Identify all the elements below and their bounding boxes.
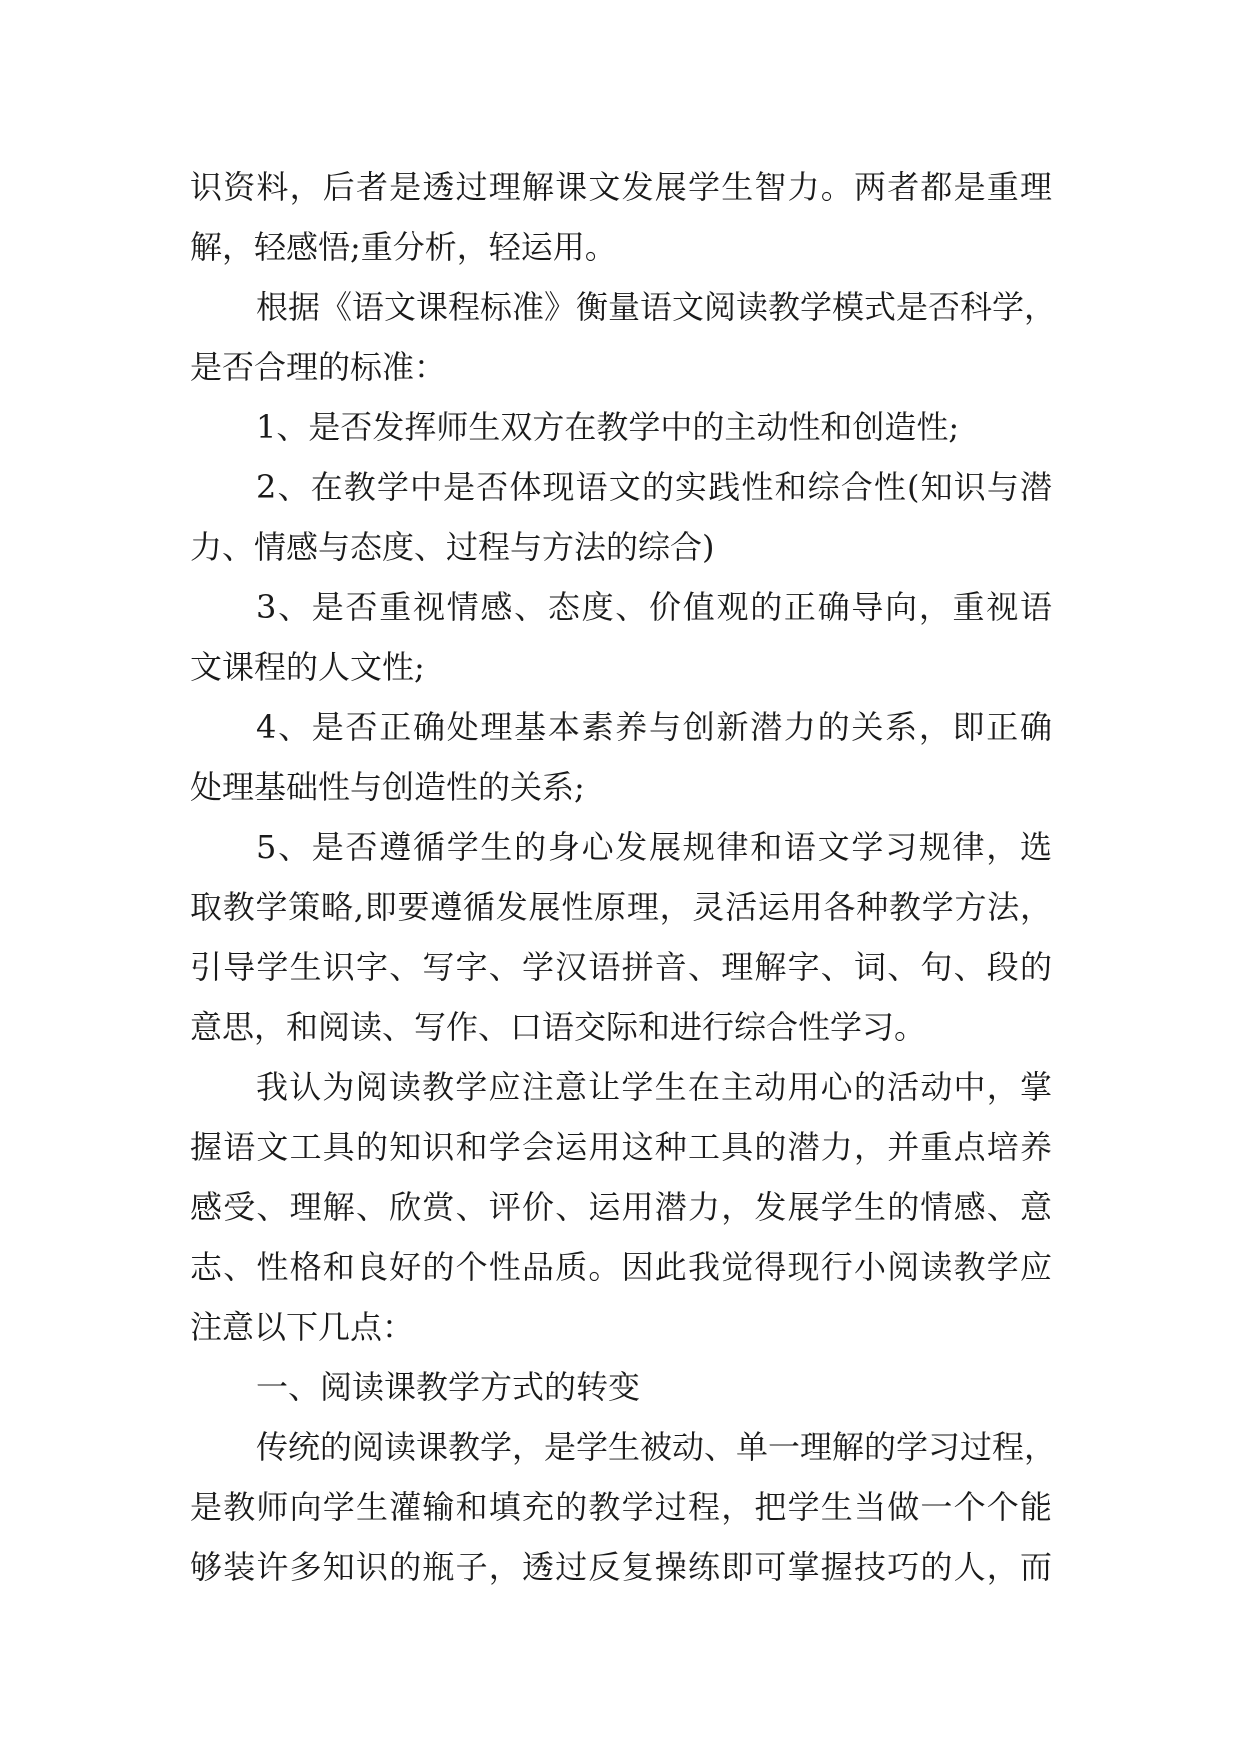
text-line: 感受、理解、欣赏、评价、运用潜力，发展学生的情感、意 [190,1188,1052,1226]
text-line: 力、情感与态度、过程与方法的综合) [190,528,715,566]
text-line: 取教学策略,即要遵循发展性原理，灵活运用各种教学方法， [190,888,1052,926]
text-line: 握语文工具的知识和学会运用这种工具的潜力，并重点培养 [190,1128,1052,1166]
text-line: 识资料，后者是透过理解课文发展学生智力。两者都是重理 [190,168,1052,206]
text-line: 注意以下几点： [190,1308,415,1346]
section-heading: 一、阅读课教学方式的转变 [256,1368,641,1406]
text-line: 是教师向学生灌输和填充的教学过程，把学生当做一个个能 [190,1488,1052,1526]
text-line: 志、性格和良好的个性品质。因此我觉得现行小阅读教学应 [190,1248,1052,1286]
list-item-3: 3、是否重视情感、态度、价值观的正确导向，重视语 [256,588,1052,626]
paragraph-first-line: 根据《语文课程标准》衡量语文阅读教学模式是否科学， [256,288,1057,326]
list-item-1: 1、是否发挥师生双方在教学中的主动性和创造性; [256,408,960,446]
paragraph-first-line: 传统的阅读课教学，是学生被动、单一理解的学习过程， [256,1428,1057,1466]
list-item-2: 2、在教学中是否体现语文的实践性和综合性(知识与潜 [256,468,1052,506]
text-line: 处理基础性与创造性的关系; [190,768,585,806]
list-item-4: 4、是否正确处理基本素养与创新潜力的关系，即正确 [256,708,1052,746]
text-line: 文课程的人文性; [190,648,425,686]
text-line: 意思，和阅读、写作、口语交际和进行综合性学习。 [190,1008,927,1046]
text-line: 够装许多知识的瓶子，透过反复操练即可掌握技巧的人，而 [190,1548,1052,1586]
text-line: 是否合理的标准： [190,348,447,386]
body-text [190,157,1057,1597]
list-item-5: 5、是否遵循学生的身心发展规律和语文学习规律，选 [256,828,1052,866]
text-line: 引导学生识字、写字、学汉语拼音、理解字、词、句、段的 [190,948,1052,986]
text-line: 解，轻感悟;重分析，轻运用。 [190,228,617,266]
paragraph-first-line: 我认为阅读教学应注意让学生在主动用心的活动中，掌 [256,1068,1052,1106]
